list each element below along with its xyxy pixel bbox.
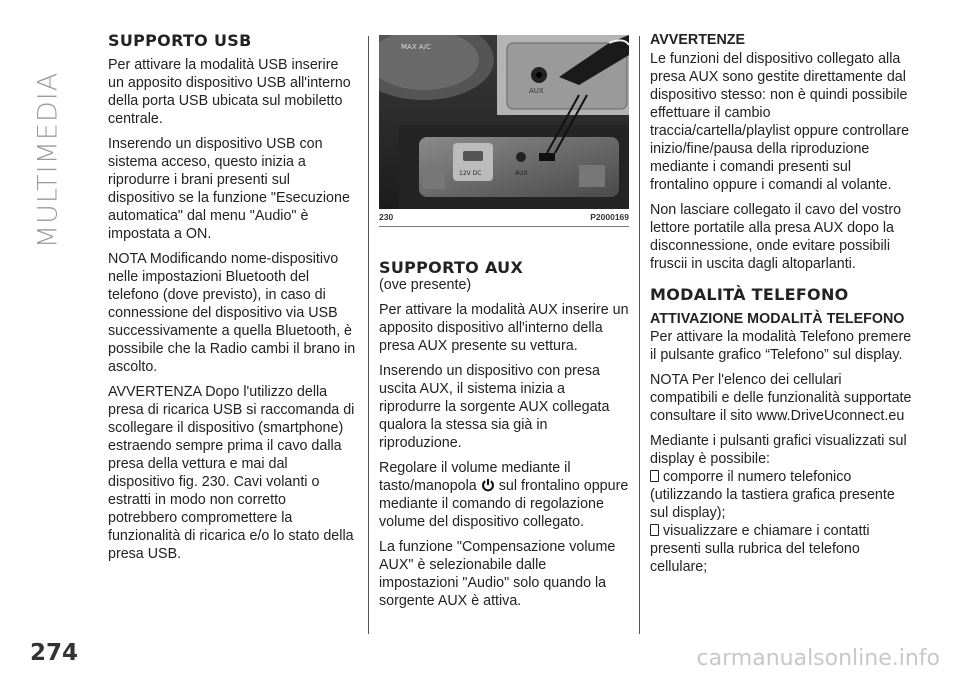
- usb-warning: AVVERTENZA Dopo l'utilizzo della presa di ricarica USB si raccomanda di scollegare il dispositivo (smartphone) estraendo sempre prima il cavo dalla presa della vettura e mai dal dispositivo fig. 230. Cavi volanti o estratti in modo non corretto potrebbero compromettere la funzionalità di ricarica e/o lo stato della presa USB.: [108, 384, 355, 562]
- phone-bullet-2-text: visualizzare e chiamare i contatti presenti sulla rubrica del telefono cellulare;: [650, 523, 870, 575]
- aux-volume-text-b: sul frontalino oppure mediante il comando di regolazione volume del dispositivo collegato.: [379, 478, 629, 530]
- checkbox-bullet-icon: [650, 470, 659, 482]
- figure-230: [379, 35, 629, 209]
- aux-subtitle: (ove presente): [379, 277, 472, 293]
- phone-bullet-2: [650, 522, 912, 576]
- figure-code: P2000169: [590, 212, 629, 222]
- usb-note: NOTA Modificando nome-dispositivo nelle impostazioni Bluetooth del telefono (dove previsto), in caso di connessione del dispositivo via USB successivamente a quella Bluetooth, è possibile che la Radio cambi il brano in ascolto.: [108, 251, 356, 375]
- checkbox-bullet-icon: [650, 524, 659, 536]
- label-12v-dc: 12V DC: [459, 170, 482, 177]
- aux-paragraph-2: Inserendo un dispositivo con presa uscita AUX, il sistema inizia a riprodurre la sorgente AUX collegata qualora la stessa sia già in riproduzione.: [379, 363, 610, 451]
- column-phone: [650, 32, 912, 583]
- watermark: carmanualsonline.info: [696, 646, 940, 671]
- page-number: 274: [30, 640, 79, 666]
- label-aux-top: AUX: [529, 87, 544, 95]
- column-divider-1: [368, 36, 369, 634]
- column-usb: [108, 32, 356, 570]
- usb-paragraph-1: Per attivare la modalità USB inserire un apposito dispositivo USB all'interno della porta USB ubicata sul mobiletto centrale.: [108, 57, 351, 127]
- label-aux-bottom: AUX: [515, 170, 528, 177]
- figure-number: 230: [379, 212, 394, 222]
- aux-volume-text-a: Regolare il volume mediante il tasto/manopola: [379, 460, 571, 494]
- warnings-paragraph-2: Non lasciare collegato il cavo del vostro lettore portatile alla presa AUX dopo la disconnessione, onde evitare possibili fruscii in uscita dagli altoparlanti.: [650, 201, 902, 272]
- warnings-heading: AVVERTENZE: [650, 32, 746, 48]
- aux-paragraph-1: Per attivare la modalità AUX inserire un apposito dispositivo all'interno della presa AUX presente su vettura.: [379, 302, 629, 354]
- aux-paragraph-3: [379, 459, 629, 531]
- section-side-label: MULTIMEDIA: [32, 71, 64, 249]
- label-max-ac: MAX A/C: [401, 43, 431, 51]
- phone-paragraph-3: Mediante i pulsanti grafici visualizzati sul display è possibile:: [650, 433, 907, 467]
- aux-paragraph-4: La funzione "Compensazione volume AUX" è selezionabile dalle impostazioni "Audio" solo quando la sorgente AUX è attiva.: [379, 539, 616, 609]
- phone-note: NOTA Per l'elenco dei cellulari compatibili e delle funzionalità supportate consultare il sito www.DriveUconnect.eu: [650, 372, 912, 424]
- column-divider-2: [639, 36, 640, 634]
- usb-heading: SUPPORTO USB: [108, 31, 252, 50]
- power-knob-icon: [481, 478, 495, 492]
- column-aux: [379, 35, 629, 617]
- console-photo-illustration: [379, 35, 629, 209]
- warnings-paragraph-1: Le funzioni del dispositivo collegato alla presa AUX sono gestite direttamente dal dispositivo stesso: non è quindi possibile effettuare il cambio traccia/cartella/playlist oppure controllare inizio/fine/pausa della riproduzione mediante i comandi presenti sul frontalino oppure i comandi al volante.: [650, 50, 910, 193]
- aux-heading: SUPPORTO AUX: [379, 258, 524, 277]
- phone-bullet-1-text: comporre il numero telefonico (utilizzando la tastiera grafica presente sul display);: [650, 469, 895, 521]
- phone-subheading: ATTIVAZIONE MODALITÀ TELEFONO: [650, 310, 905, 327]
- phone-heading: MODALITÀ TELEFONO: [650, 284, 849, 304]
- figure-caption: [379, 212, 629, 227]
- phone-bullet-1: [650, 468, 912, 522]
- phone-paragraph-1: Per attivare la modalità Telefono premere il pulsante grafico “Telefono” sul display.: [650, 329, 912, 363]
- usb-paragraph-2: Inserendo un dispositivo USB con sistema acceso, questo inizia a riprodurre i brani presenti sul dispositivo se la funzione "Esecuzione automatica" dal menu "Audio" è impostata a ON.: [108, 136, 350, 242]
